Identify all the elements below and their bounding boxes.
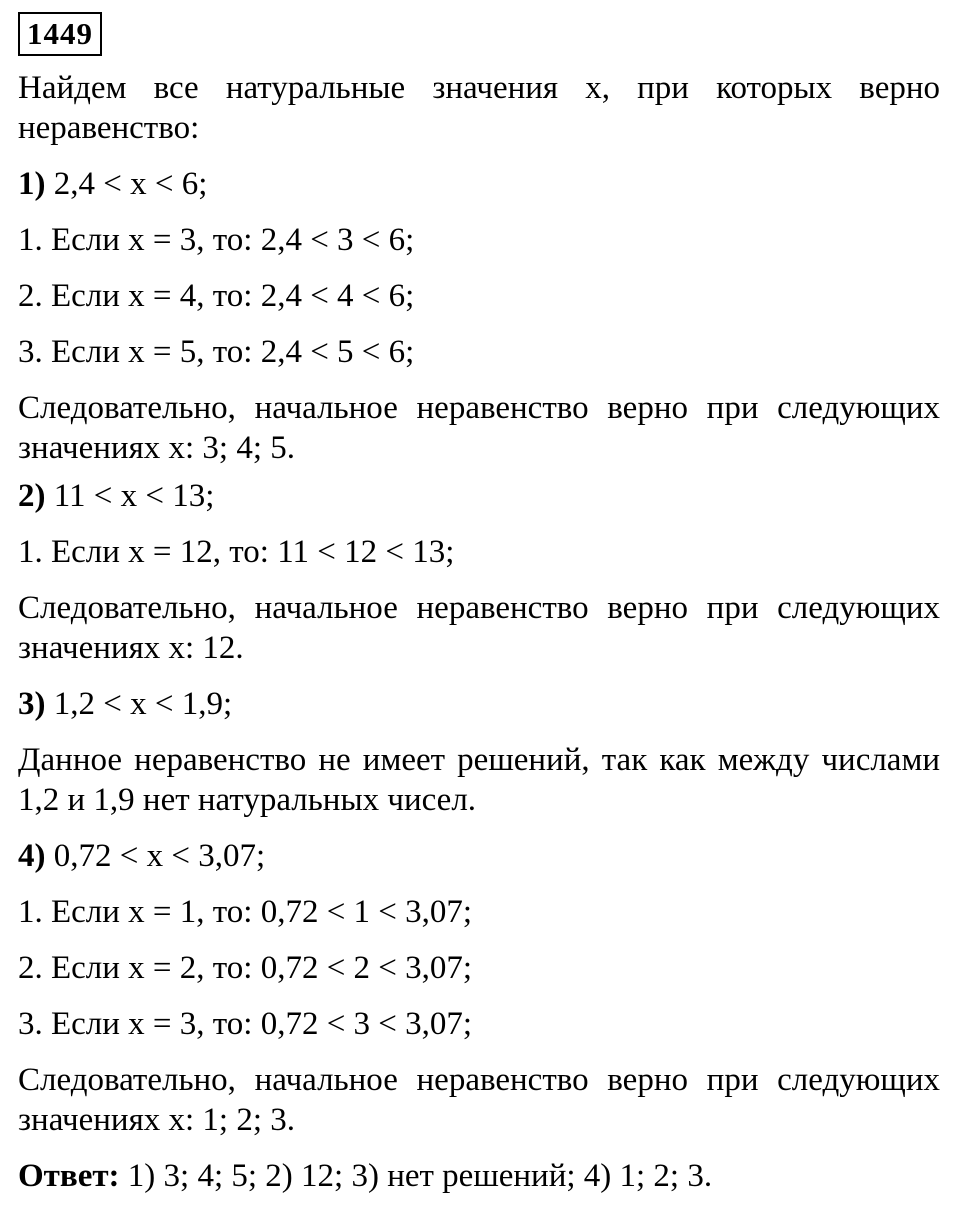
part-4-step-3: 3. Если x = 3, то: 0,72 < 3 < 3,07; (18, 1006, 473, 1042)
part-2-heading (18, 476, 940, 516)
part-2-label: 2) (18, 478, 46, 514)
part-1-conclusion: Следовательно, начальное неравенство верно при следующих значениях x: 3; 4; 5. (18, 390, 940, 466)
answer-line (18, 1156, 940, 1196)
part-1-step-2: 2. Если x = 4, то: 2,4 < 4 < 6; (18, 278, 415, 314)
part-4-step-2: 2. Если x = 2, то: 0,72 < 2 < 3,07; (18, 950, 473, 986)
part-1-step-1: 1. Если x = 3, то: 2,4 < 3 < 6; (18, 222, 415, 258)
part-4-inequality: 0,72 < x < 3,07; (45, 838, 266, 874)
part-4-conclusion: Следовательно, начальное неравенство верно при следующих значениях x: 1; 2; 3. (18, 1062, 940, 1138)
part-4-label: 4) (18, 838, 46, 874)
part-2-conclusion: Следовательно, начальное неравенство верно при следующих значениях x: 12. (18, 590, 940, 666)
part-4-step-1: 1. Если x = 1, то: 0,72 < 1 < 3,07; (18, 894, 473, 930)
part-1-label: 1) (18, 166, 46, 202)
part-1-inequality: 2,4 < x < 6; (45, 166, 208, 202)
answer-label: Ответ: (18, 1158, 120, 1194)
task-intro: Найдем все натуральные значения x, при которых верно неравенство: (18, 70, 940, 146)
part-4-heading (18, 836, 940, 876)
answer-text: 1) 3; 4; 5; 2) 12; 3) нет решений; 4) 1; 2; 3. (119, 1158, 713, 1194)
part-3-inequality: 1,2 < x < 1,9; (45, 686, 233, 722)
part-3-heading (18, 684, 940, 724)
task-number-badge: 1449 (18, 12, 102, 56)
part-2-inequality: 11 < x < 13; (45, 478, 215, 514)
part-2-step-1: 1. Если x = 12, то: 11 < 12 < 13; (18, 534, 455, 570)
part-3-label: 3) (18, 686, 46, 722)
part-1-step-3: 3. Если x = 5, то: 2,4 < 5 < 6; (18, 334, 415, 370)
solution-page (18, 12, 940, 1196)
part-3-conclusion: Данное неравенство не имеет решений, так как между числами 1,2 и 1,9 нет натуральных чисел. (18, 742, 940, 818)
part-1-heading (18, 164, 940, 204)
